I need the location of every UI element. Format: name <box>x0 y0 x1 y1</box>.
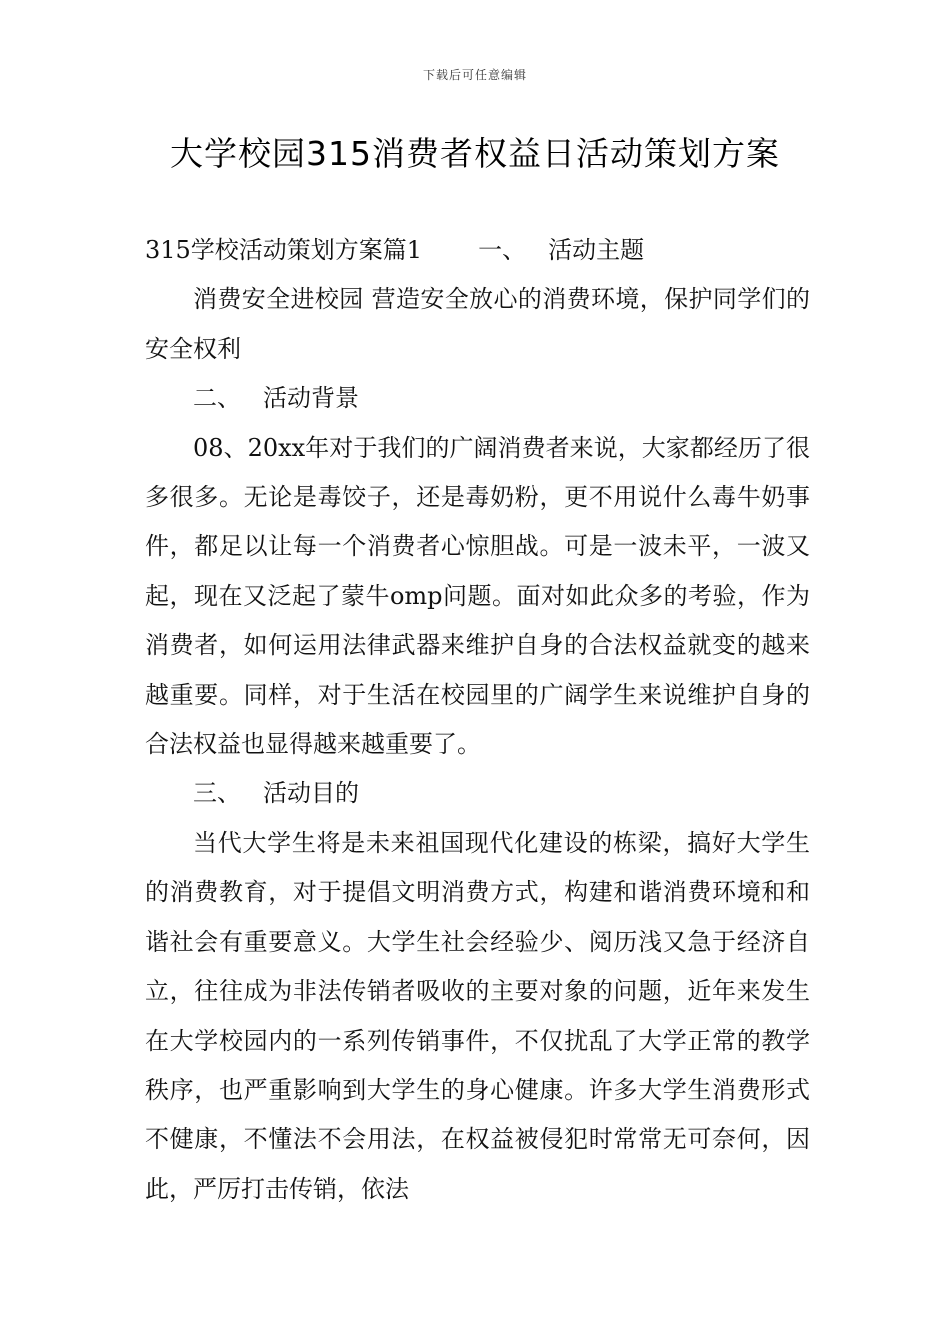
theme-paragraph: 消费安全进校园 营造安全放心的消费环境，保护同学们的安全权利 <box>145 285 810 363</box>
document-body <box>145 226 810 1214</box>
intro-prefix: 315学校活动策划方案篇1 <box>145 236 423 264</box>
purpose-paragraph: 当代大学生将是未来祖国现代化建设的栋梁，搞好大学生的消费教育，对于提倡文明消费方式，构建和谐消费环境和和谐社会有重要意义。大学生社会经验少、阅历浅又急于经济自立，往往成为非法传销者吸收的主要对象的问题，近年来发生在大学校园内的一系列传销事件，不仅扰乱了大学正常的教学秩序，也严重影响到大学生的身心健康。许多大学生消费形式不健康，不懂法不会用法，在权益被侵犯时常常无可奈何，因此，严厉打击传销，依法 <box>145 828 810 1203</box>
section2-number: 二、 <box>193 384 241 413</box>
section1-heading: 活动主题 <box>548 236 645 264</box>
section2-heading-line <box>145 374 810 423</box>
background-paragraph: 08、20xx年对于我们的广阔消费者来说，大家都经历了很多很多。无论是毒饺子，还是毒奶粉，更不用说什么毒牛奶事件，都足以让每一个消费者心惊胆战。可是一波未平，一波又起，现在又泛起了蒙牛omp问题。面对如此众多的考验，作为消费者，如何运用法律武器来维护自身的合法权益就变的越来越重要。同样，对于生活在校园里的广阔学生来说维护自身的合法权益也显得越来越重要了。 <box>145 433 810 759</box>
section3-heading-line <box>145 769 810 818</box>
page-header-note: 下载后可任意编辑 <box>422 68 527 82</box>
section1-number: 一、 <box>478 236 527 264</box>
document-title: 大学校园315消费者权益日活动策划方案 <box>170 134 780 173</box>
section3-heading: 活动目的 <box>263 779 359 808</box>
section2-heading: 活动背景 <box>263 384 359 413</box>
section3-number: 三、 <box>193 779 241 808</box>
intro-line <box>145 226 810 275</box>
